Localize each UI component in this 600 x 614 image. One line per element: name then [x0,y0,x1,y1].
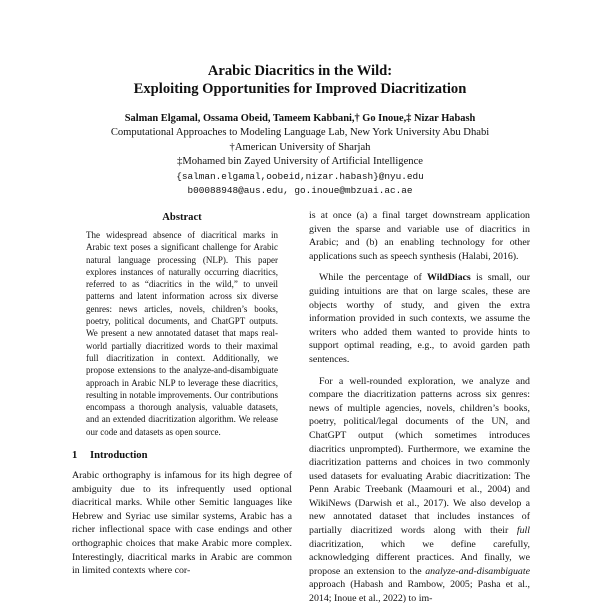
section-number: 1 [72,450,78,462]
p3-italic-full: full [516,525,530,537]
right-paragraph-1: is at once (a) a final target downstream application given the sparse and variable use of diacritics in Arabic; and (b) an enabling technology for other applications such as speech synthesis (Halabi, 2016). [309,210,530,262]
p3-part-2: diacritization, which we define carefully, acknowledging different practices. And finally, we propose an extension to the [309,538,530,577]
section-title: Introduction [90,450,148,462]
author-emails-1: {salman.elgamal,oobeid,nizar.habash}@nyu.edu [176,170,424,182]
right-paragraph-3 [309,375,530,606]
right-column [309,209,530,614]
title-line-1: Arabic Diacritics in the Wild: [207,63,393,79]
affiliation-2: †American University of Sharjah [229,141,371,153]
p3-part-1: For a well-rounded exploration, we analyze and compare the diacritization patterns across six genres: news of multiple agencies, novels, children’s books, poetry, political/legal documents of the UN, and ChatGPT output (which sometimes introduces diacritics unprompted). Furthermore, we examine the diacritization patterns and choices in two commonly used datasets for evaluating Arabic diacritization: The Penn Arabic Treebank (Maamouri et al., 2004) and WikiNews (Darwish et al., 2017). We also develop a new annotated dataset that includes instances of partially diacritized words along with their [309,375,530,537]
right-paragraph-2 [309,271,530,366]
paper-header [0,62,600,199]
affiliation-1: Computational Approaches to Modeling Language Lab, New York University Abu Dhabi [110,127,490,138]
abstract-text: The widespread absence of diacritical marks in Arabic text poses a significant challenge for Arabic natural language processing (NLP). This paper explores instances of naturally occurring diacritics, referred to as “diacritics in the wild,” to unveil patterns and latent information across six diverse genres: news articles, novels, children’s books, poetry, political documents, and ChatGPT outputs. We present a new annotated dataset that maps real-world partially diacritized words to their maximal full diacritization in context. Additionally, we propose extensions to the analyze-and-disambiguate approach in Arabic NLP to leverage these diacritics, resulting in notable improvements. Our contributions encompass a thorough analysis, valuable datasets, and an extended diacritization algorithm. We release our code and datasets as open source. [86,230,278,437]
affiliation-3: ‡Mohamed bin Zayed University of Artificial Intelligence [177,156,423,168]
abstract-heading: Abstract [162,212,202,223]
left-column [72,211,292,578]
wilddiacs-term: WildDiacs [427,272,471,284]
p2-before: While the percentage of [319,272,428,284]
p2-after: is small, our guiding intuitions are that on large scales, these are objects worthy of study, and given the extra information provided in such contexts, we assume the writers who added them wanted to provide hints to support optimal reading, e.g., to avoid garden path sentences. [309,272,530,365]
section-heading-introduction [72,449,292,463]
introduction-paragraph-1: Arabic orthography is infamous for its high degree of ambiguity due to its infrequently used optional diacritical marks. While other Semitic languages like Hebrew and Syriac use similar systems, Arabic has a richer inflectional space with case endings and other orthographic choices that make Arabic more complex. Interestingly, diacritical marks in Arabic are common in limited contexts where cor- [72,470,292,577]
p3-part-3: approach (Habash and Rambow, 2005; Pasha et al., 2014; Inoue et al., 2022) to im- [309,579,530,605]
p3-italic-approach: analyze-and-disambiguate [425,565,530,577]
author-list: Salman Elgamal, Ossama Obeid, Tameem Kabbani,† Go Inoue,‡ Nizar Habash [124,113,476,124]
author-emails-2: b00088948@aus.edu, go.inoue@mbzuai.ac.ae [187,185,413,197]
paper-title [0,62,600,98]
title-line-2: Exploiting Opportunities for Improved Diacritization [133,81,467,97]
